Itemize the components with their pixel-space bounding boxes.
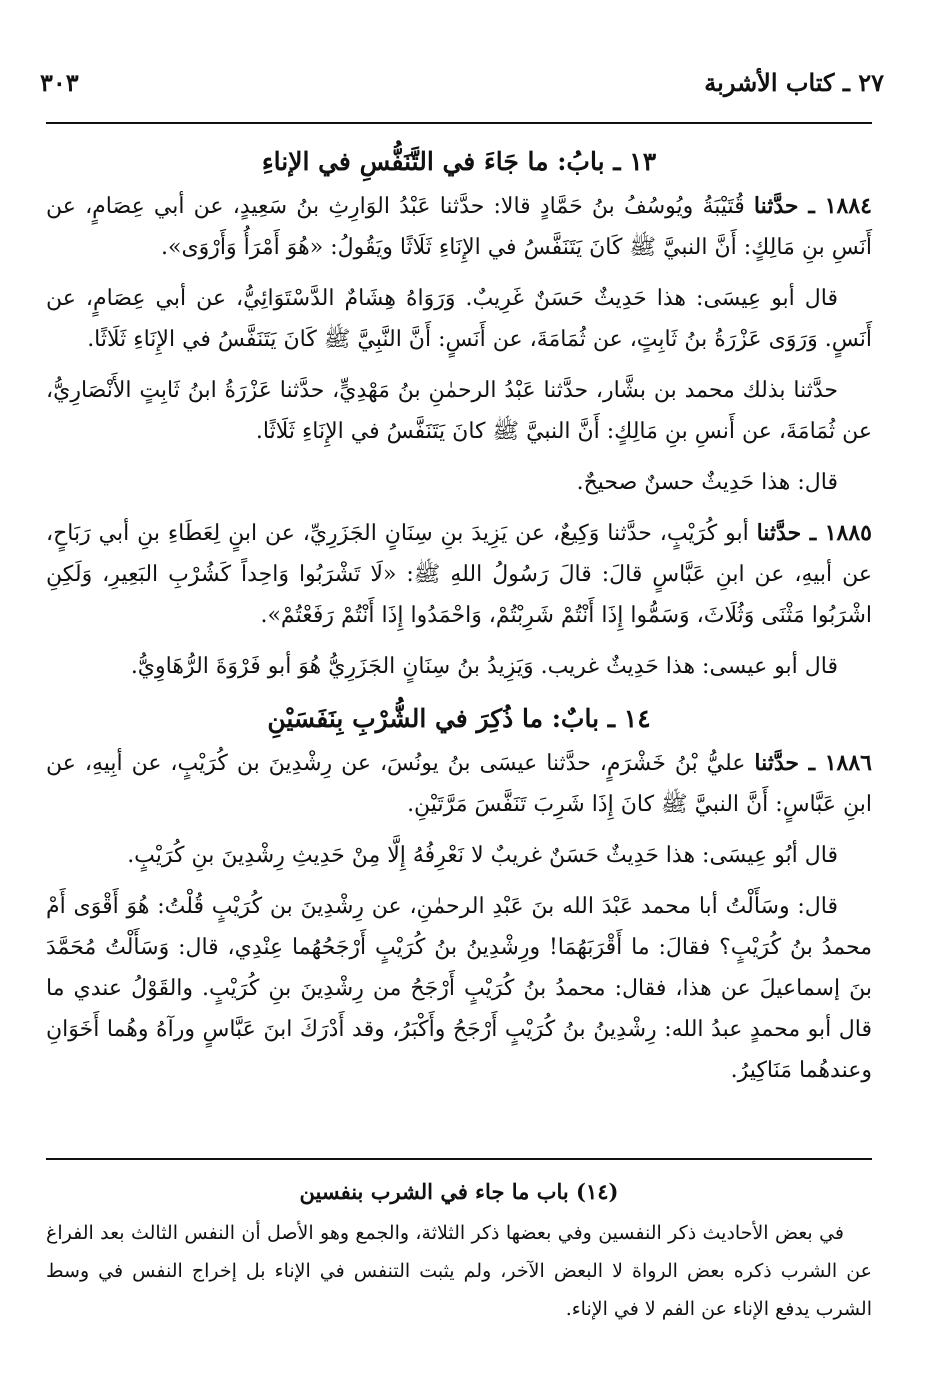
paragraph-text: أبو كُرَيْبٍ، حدَّثنا وَكِيعٌ، عن يَزِيدَ بنِ سِنَانٍ الجَزَرِيِّ، عن ابنٍ لِعَطَاءِ بنِ أبي رَبَاحٍ، عن أبيهِ، عن ابنِ عَبَّاسٍ قالَ: قالَ رَسُولُ اللهِ ﷺ: «لَا تَشْرَبُوا وَاحِداً كَشُرْبِ البَعِيرِ، وَلَكِنِ اشْرَبُوا مَثْنَى وَثُلَاثَ، وَسَمُّوا إِذَا أَنْتُمْ شَرِبْتُمْ، وَاحْمَدُوا إِذَا أَنْتُمْ رَفَعْتُمْ». [46,521,872,628]
hadith-number: ١٨٨٤ ـ حدَّثنا [753,193,872,219]
commentary-paragraph [46,370,872,452]
footnote-block [46,1172,872,1328]
paragraph-text: حدَّثنا بذلك محمد بن بشَّار، حدَّثنا عَبْدُ الرحمٰنِ بنُ مَهْدِيٍّ، حدَّثنا عَزْرَةُ ابنُ ثَابِتٍ الأَنْصَارِيُّ، عن ثُمَامَةَ، عن أَنسِ بنِ مَالِكٍ: أَنَّ النبيَّ ﷺ كانَ يَتَنَفَّسُ في الإِنَاءِ ثَلَاثًا. [46,378,872,444]
chapter-title: ٢٧ ـ كتاب الأشربة [704,67,884,97]
hadith-number: ١٨٨٥ ـ حدَّثنا [756,520,872,546]
section-heading: ١٤ ـ بابٌ: ما ذُكِرَ في الشُّرْبِ بِنَفَسَيْنِ [267,704,651,733]
paragraph-text: قُتَيْبَةُ ويُوسُفُ بنُ حَمَّادٍ قالا: حدَّثنا عَبْدُ الوَارِثِ بنُ سَعِيدٍ، عن أبي عِصَامٍ، عن أَنَسِ بنِ مَالِكٍ: أَنَّ النبيَّ ﷺ كَانَ يَتَنَفَّسُ في الإِنَاءِ ثَلَاثًا ويَقُولُ: «هُوَ أَمْرَأُ وَأَرْوَى». [46,194,872,260]
footnote-text: في بعض الأحاديث ذكر النفسين وفي بعضها ذكر الثلاثة، والجمع وهو الأصل أن النفس الثالث بعد الفراغ عن الشرب ذكره بعض الرواة لا البعض الآخر، ولم يثبت التنفس في الإناء بل إخراج النفس في وسط الشرب يدفع الإناء عن الفم لا في الإناء. [46,1222,872,1320]
hadith-paragraph [46,513,872,636]
commentary-paragraph [46,835,872,876]
paragraph-text: قال: هذا حَدِيثٌ حسنٌ صحيحٌ. [576,470,838,495]
main-text [46,138,872,1101]
paragraph-text: قال أبُو عِيسَى: هذا حَدِيثٌ حَسَنٌ غريبٌ لا نَعْرِفُهُ إِلَّا مِنْ حَدِيثِ رِشْدِينَ بنِ كُرَيْبٍ. [127,843,838,868]
hadith-paragraph [46,743,872,825]
commentary-paragraph [46,886,872,1091]
header-rule [46,122,872,124]
paragraph-text: قال: وسَأَلْتُ أبا محمد عَبْدَ الله بنَ عَبْدِ الرحمٰنِ، عن رِشْدِينَ بن كُرَيْبٍ قُلْتُ: هُوَ أَقْوَى أَمْ محمدُ بنُ كُرَيْبٍ؟ فقالَ: ما أَقْرَبَهُمَا! ورِشْدِينُ بنُ كُرَيْبٍ أَرْجَحُهُما عِنْدِي، قال: وَسَأَلْتُ مُحَمَّدَ بنَ إسماعيلَ عن هذا، فقال: محمدُ بنُ كُرَيْبٍ أَرْجَحُ من رِشْدِينَ بنِ كُرَيْبٍ. والقَوْلُ عندي ما قال أبو محمدٍ عبدُ الله: رِشْدِينُ بنُ كُرَيْبٍ أَرْجَحُ وأَكْبَرُ، وقد أَدْرَكَ ابنَ عَبَّاسٍ ورآهُ وهُما أَخَوَانِ وعندهُما مَنَاكِيرُ. [46,894,872,1083]
running-head [40,62,884,102]
commentary-paragraph [46,646,872,687]
footnote-rule [46,1158,872,1160]
paragraph-text: عليُّ بْنُ خَشْرَمٍ، حدَّثنا عيسَى بنُ يونُسَ، عن رِشْدِينَ بن كُرَيْبٍ، عن أبِيهِ، عن ابنِ عَبَّاسٍ: أَنَّ النبيَّ ﷺ كانَ إِذَا شَرِبَ تَنَفَّسَ مَرَّتَيْنِ. [46,751,872,817]
section-heading: ١٣ ـ بابُ: ما جَاءَ في التَّنَفُّسِ في الإناءِ [261,147,657,176]
paragraph-text: قال أبو عِيسَى: هذا حَدِيثٌ حَسَنٌ غَرِيبٌ. وَرَوَاهُ هِشَامٌ الدَّسْتَوَائِيُّ، عن أبي عِصَامٍ، عن أَنَسٍ. وَرَوَى عَزْرَةُ بنُ ثَابِتٍ، عن ثُمَامَةَ، عن أَنَسٍ: أَنَّ النَّبِيَّ ﷺ كَانَ يَتَنَفَّسُ في الإِنَاءِ ثَلَاثًا. [46,286,872,352]
page-number: ٣٠٣ [40,67,79,97]
hadith-number: ١٨٨٦ ـ حدَّثنا [754,750,872,776]
commentary-paragraph [46,278,872,360]
commentary-paragraph [46,462,872,503]
hadith-paragraph [46,186,872,268]
footnote-title: (١٤) باب ما جاء في الشرب بنفسين [299,1179,619,1204]
paragraph-text: قال أبو عيسى: هذا حَدِيثٌ غريب. وَيَزِيدُ بنُ سِنَانٍ الجَزَرِيُّ هُوَ أبو فَرْوَةَ الرُّهَاوِيُّ. [130,654,838,679]
